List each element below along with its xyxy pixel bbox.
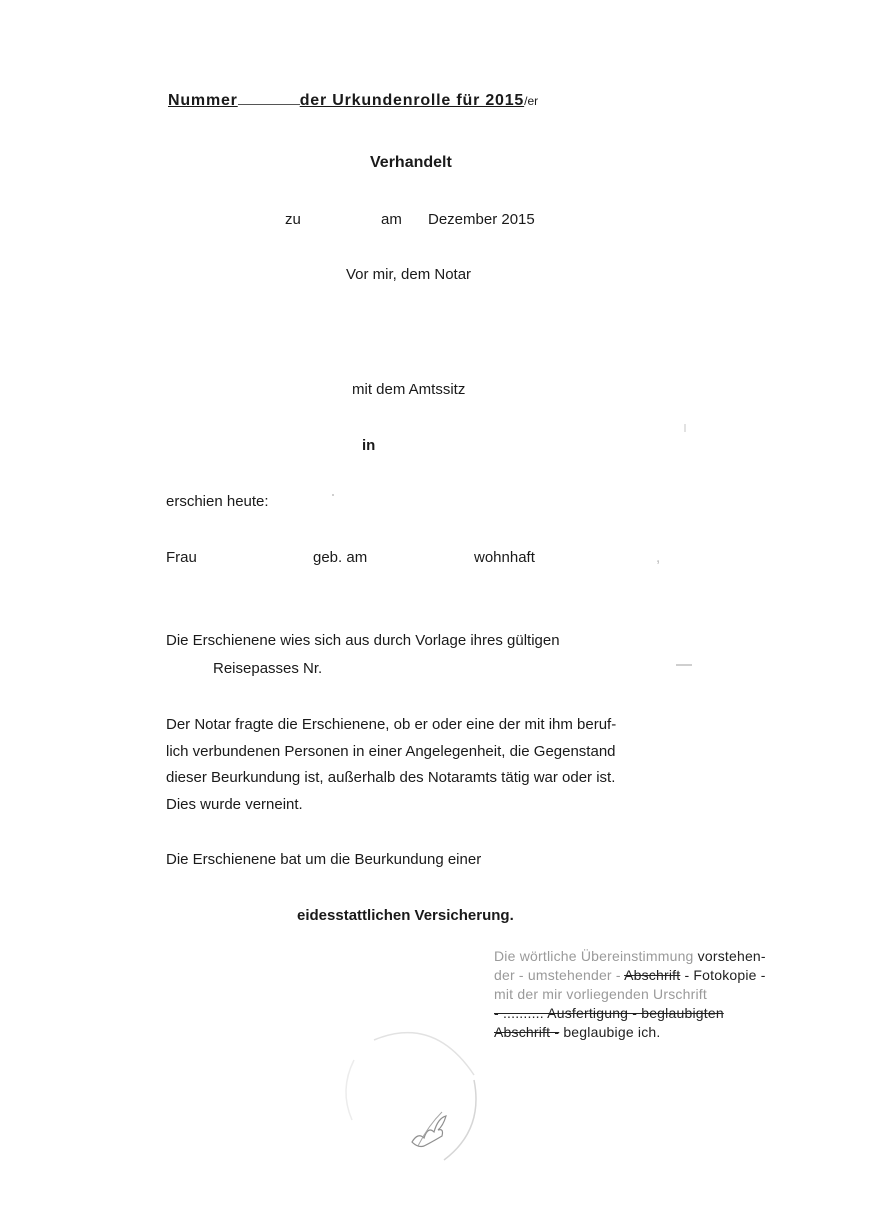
signature-icon xyxy=(412,1116,446,1147)
person-comma: , xyxy=(656,549,661,566)
scan-speck xyxy=(332,494,334,496)
paragraph-line: dieser Beurkundung ist, außerhalb des Notaramts tätig war oder ist. xyxy=(166,769,616,786)
stamp-struck-text: Abschrift - xyxy=(494,1024,560,1040)
paragraph-line: lich verbundenen Personen in einer Angelegenheit, die Gegenstand xyxy=(166,742,616,760)
seal-arc xyxy=(374,1033,474,1075)
seat-line: mit dem Amtssitz xyxy=(352,381,466,398)
appeared-label: erschien heute: xyxy=(166,493,269,510)
stamp-struck-text: - .......... Ausfertigung - beglaubigten xyxy=(494,1005,724,1021)
scan-speck xyxy=(684,424,686,432)
place-prefix: zu xyxy=(285,211,301,228)
paragraph-line: Der Notar fragte die Erschienene, ob er oder eine der mit ihm beruf- xyxy=(166,716,617,733)
date-prefix: am xyxy=(381,211,402,228)
seal-arc xyxy=(346,1060,354,1120)
stamp-text: beglaubige ich. xyxy=(563,1024,661,1040)
seal-stamp xyxy=(334,1020,484,1170)
stamp-text: mit der mir vorliegenden Urschrift xyxy=(494,986,707,1002)
residing-label: wohnhaft xyxy=(474,549,535,566)
identification-line1: Die Erschienene wies sich aus durch Vorlage ihres gültigen xyxy=(166,632,560,649)
document-type: eidesstattlichen Versicherung. xyxy=(297,907,514,924)
document-number-header xyxy=(168,92,538,110)
stamp-text: Die wörtliche Übereinstimmung xyxy=(494,948,694,964)
person-title: Frau xyxy=(166,549,197,566)
month-year: Dezember 2015 xyxy=(428,211,535,228)
request-line: Die Erschienene bat um die Beurkundung einer xyxy=(166,851,482,868)
identification-line2: Reisepasses Nr. xyxy=(213,660,323,677)
register-suffix: /er xyxy=(524,94,539,108)
scan-speck xyxy=(676,664,692,666)
seal-arc xyxy=(444,1080,476,1160)
paragraph-line: Dies wurde verneint. xyxy=(166,795,303,813)
born-label: geb. am xyxy=(313,549,368,566)
number-label: Nummer xyxy=(168,92,238,109)
notary-intro: Vor mir, dem Notar xyxy=(346,266,472,283)
certification-stamp xyxy=(494,947,766,1042)
page-title: Verhandelt xyxy=(370,154,452,171)
stamp-text: - Fotokopie - xyxy=(684,967,766,983)
question-paragraph xyxy=(166,712,616,818)
stamp-text: vorstehen- xyxy=(697,948,766,964)
in-label: in xyxy=(362,437,376,454)
stamp-text: der - umstehender - xyxy=(494,967,621,983)
stamp-struck-text: Abschrift xyxy=(624,967,681,983)
number-blank xyxy=(238,92,300,105)
register-label: der Urkundenrolle für 2015 xyxy=(299,92,525,109)
